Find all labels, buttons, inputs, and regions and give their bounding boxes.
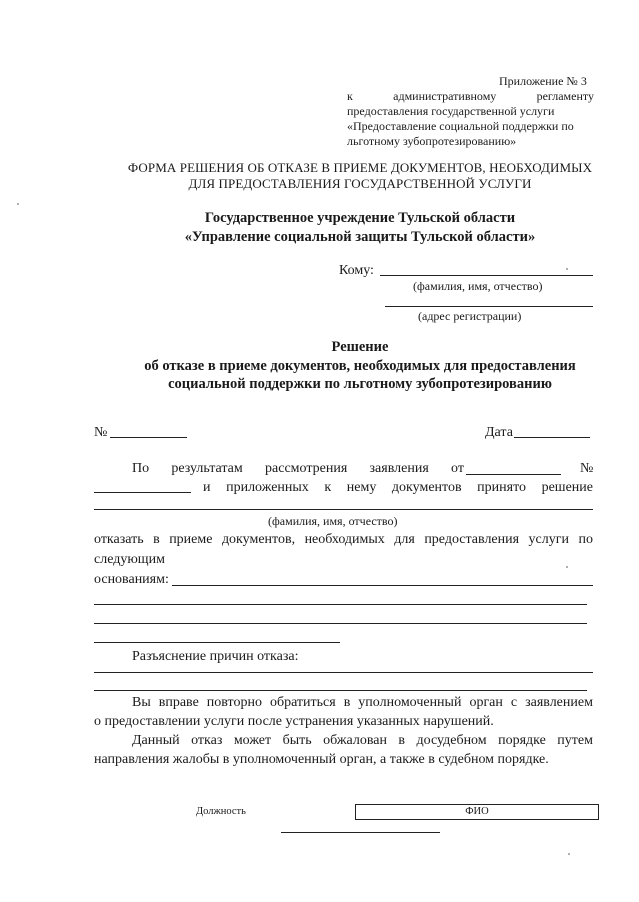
explanation-label: Разъяснение причин отказа: bbox=[132, 649, 299, 664]
body-word: в bbox=[398, 733, 406, 748]
body-word: приеме bbox=[169, 532, 213, 547]
decision-maker-line bbox=[94, 509, 593, 510]
body-word: решение bbox=[541, 480, 593, 495]
position-label: Должность bbox=[196, 806, 246, 817]
body-word: путем bbox=[557, 733, 593, 748]
recipient-address-line bbox=[385, 306, 593, 307]
body-word: в bbox=[153, 532, 160, 547]
application-date-line bbox=[466, 474, 561, 475]
body-word: результатам bbox=[171, 461, 243, 476]
date-label: Дата bbox=[485, 425, 513, 440]
decision-line-1: об отказе в приеме документов, необходимых для предоставления bbox=[144, 357, 576, 374]
body-p3-line-1 bbox=[132, 693, 593, 713]
body-word: уполномоченный bbox=[358, 695, 462, 710]
body-word: необходимых bbox=[304, 532, 385, 547]
appendix-word: регламенту bbox=[536, 89, 594, 103]
number-line bbox=[110, 437, 187, 438]
body-word: от bbox=[451, 461, 464, 476]
scan-speck bbox=[568, 853, 570, 855]
body-word: Данный bbox=[132, 733, 180, 748]
body-p3-line-2: о предоставлении услуги после устранения указанных нарушений. bbox=[94, 714, 494, 729]
body-word: досудебном bbox=[416, 733, 487, 748]
body-word: быть bbox=[282, 733, 312, 748]
body-word: принято bbox=[477, 480, 527, 495]
body-word: отказ bbox=[191, 733, 223, 748]
appendix-word: к bbox=[347, 89, 353, 103]
body-word: услуги bbox=[528, 532, 569, 547]
appendix-line-1 bbox=[347, 89, 594, 105]
scan-speck bbox=[566, 268, 568, 270]
body-word: в bbox=[343, 695, 351, 710]
body-word: и bbox=[203, 480, 211, 495]
form-title-line-2: ДЛЯ ПРЕДОСТАВЛЕНИЯ ГОСУДАРСТВЕННОЙ УСЛУГИ bbox=[188, 176, 532, 191]
organization-name bbox=[110, 209, 610, 247]
decision-line-2: социальной поддержки по льготному зубопротезированию bbox=[168, 376, 552, 392]
body-word: документов bbox=[391, 480, 462, 495]
form-title bbox=[110, 160, 610, 192]
body-word: порядке bbox=[498, 733, 546, 748]
decision-heading bbox=[90, 338, 630, 394]
appendix-title: Приложение № 3 bbox=[499, 74, 587, 88]
body-word: по bbox=[578, 532, 593, 547]
body-word: вправе bbox=[158, 695, 199, 710]
body-word: отказать bbox=[94, 532, 144, 547]
body-word: орган bbox=[469, 695, 503, 710]
recipient-name-line bbox=[380, 275, 593, 276]
explanation-line-2 bbox=[94, 690, 587, 691]
body-word: с bbox=[510, 695, 518, 710]
body-word: обратиться bbox=[269, 695, 336, 710]
body-word: документов, bbox=[221, 532, 296, 547]
body-word: рассмотрения bbox=[265, 461, 348, 476]
appendix-word: административному bbox=[393, 89, 497, 103]
form-title-line-1: ФОРМА РЕШЕНИЯ ОБ ОТКАЗЕ В ПРИЕМЕ ДОКУМЕНТОВ, НЕОБХОДИМЫХ bbox=[127, 160, 593, 175]
body-word: нему bbox=[346, 480, 377, 495]
body-word: заявлением bbox=[525, 695, 593, 710]
body-p1-line-2 bbox=[203, 478, 593, 498]
explanation-line-1 bbox=[94, 672, 593, 673]
grounds-line-3 bbox=[94, 623, 587, 624]
fio-caption: (фамилия, имя, отчество) bbox=[268, 514, 398, 528]
appendix-line-4: льготному зубопротезированию» bbox=[347, 134, 517, 148]
recipient-label: Кому: bbox=[339, 263, 374, 278]
body-p2-line-2: следующим bbox=[94, 552, 165, 567]
grounds-line-1 bbox=[172, 585, 593, 586]
organization-line-2: «Управление социальной защиты Тульской области» bbox=[184, 229, 536, 245]
appendix-line-3: «Предоставление социальной поддержки по bbox=[347, 119, 574, 133]
date-line bbox=[514, 437, 590, 438]
grounds-line-4 bbox=[94, 642, 340, 643]
body-p2-line-3: основаниям: bbox=[94, 572, 169, 587]
body-p2-line-1 bbox=[94, 530, 593, 550]
decision-title: Решение bbox=[331, 339, 389, 355]
fio-box: ФИО bbox=[355, 804, 599, 820]
scan-speck bbox=[566, 566, 568, 568]
body-word: для bbox=[394, 532, 415, 547]
number-label: № bbox=[94, 425, 108, 440]
body-word: к bbox=[324, 480, 332, 495]
body-word: По bbox=[132, 461, 150, 476]
body-p1-line-1 bbox=[132, 459, 464, 479]
body-word: может bbox=[233, 733, 272, 748]
recipient-address-caption: (адрес регистрации) bbox=[418, 309, 522, 323]
grounds-line-2 bbox=[94, 604, 587, 605]
application-number-sign: № bbox=[580, 461, 594, 476]
body-word: Вы bbox=[132, 695, 151, 710]
body-p4-line-1 bbox=[132, 731, 593, 751]
body-word: приложенных bbox=[226, 480, 309, 495]
body-word: предоставления bbox=[424, 532, 520, 547]
body-p4-line-2: направления жалобы в уполномоченный орган, а также в судебном порядке. bbox=[94, 752, 549, 767]
application-number-line bbox=[94, 492, 191, 493]
signature-line bbox=[281, 832, 440, 833]
body-word: повторно bbox=[206, 695, 262, 710]
body-word: обжалован bbox=[323, 733, 387, 748]
recipient-name-caption: (фамилия, имя, отчество) bbox=[413, 279, 543, 293]
body-word: заявления bbox=[369, 461, 429, 476]
organization-line-1: Государственное учреждение Тульской области bbox=[204, 210, 516, 226]
scan-speck bbox=[17, 203, 19, 205]
appendix-line-2: предоставления государственной услуги bbox=[347, 104, 555, 118]
